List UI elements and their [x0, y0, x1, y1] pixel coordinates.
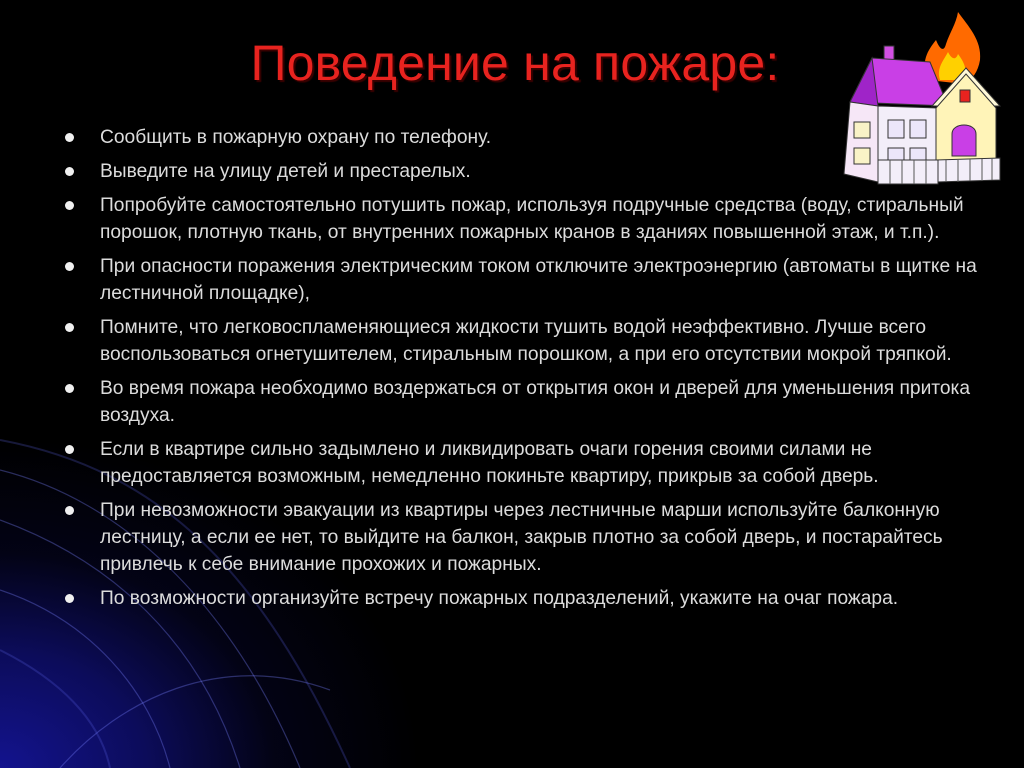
- bullet-list: [62, 124, 982, 619]
- list-item: [62, 192, 982, 246]
- bullet-text: По возможности организуйте встречу пожарных подразделений, укажите на очаг пожара.: [100, 588, 899, 609]
- list-item: [62, 124, 982, 151]
- bullet-text: При опасности поражения электрическим током отключите электроэнергию (автоматы в щитке на лестничной площадке),: [100, 256, 977, 304]
- list-item: [62, 314, 982, 368]
- bullet-text: При невозможности эвакуации из квартиры через лестничные марши используйте балконную лестницу, а если ее нет, то выйдите на балкон, закрыв плотно за собой дверь, и постарайтесь привлечь к себе внимание прохожих и пожарных.: [100, 500, 943, 575]
- bullet-text: Попробуйте самостоятельно потушить пожар, используя подручные средства (воду, стиральный порошок, плотную ткань, от внутренних пожарных кранов в зданиях повышенной этаж, и т.п.).: [100, 195, 964, 243]
- bullet-dot-icon: [65, 167, 74, 176]
- list-item: [62, 375, 982, 429]
- bullet-dot-icon: [65, 594, 74, 603]
- bullet-dot-icon: [65, 384, 74, 393]
- bullet-dot-icon: [65, 201, 74, 210]
- bullet-text: Во время пожара необходимо воздержаться от открытия окон и дверей для уменьшения притока воздуха.: [100, 378, 971, 426]
- bullet-text: Выведите на улицу детей и престарелых.: [100, 161, 471, 182]
- list-item: [62, 497, 982, 578]
- bullet-dot-icon: [65, 506, 74, 515]
- bullet-dot-icon: [65, 262, 74, 271]
- list-item: [62, 436, 982, 490]
- bullet-text: Помните, что легковоспламеняющиеся жидкости тушить водой неэффективно. Лучше всего воспользоваться огнетушителем, стиральным порошком, а при его отсутствии мокрой тряпкой.: [100, 317, 952, 365]
- bullet-text: Если в квартире сильно задымлено и ликвидировать очаги горения своими силами не предоставляется возможным, немедленно покиньте квартиру, прикрыв за собой дверь.: [100, 439, 879, 487]
- bullet-text: Сообщить в пожарную охрану по телефону.: [100, 127, 492, 148]
- list-item: [62, 253, 982, 307]
- bullet-dot-icon: [65, 445, 74, 454]
- list-item: [62, 585, 982, 612]
- bullet-dot-icon: [65, 323, 74, 332]
- list-item: [62, 158, 982, 185]
- slide-title: Поведение на пожаре:: [250, 35, 780, 91]
- bullet-dot-icon: [65, 133, 74, 142]
